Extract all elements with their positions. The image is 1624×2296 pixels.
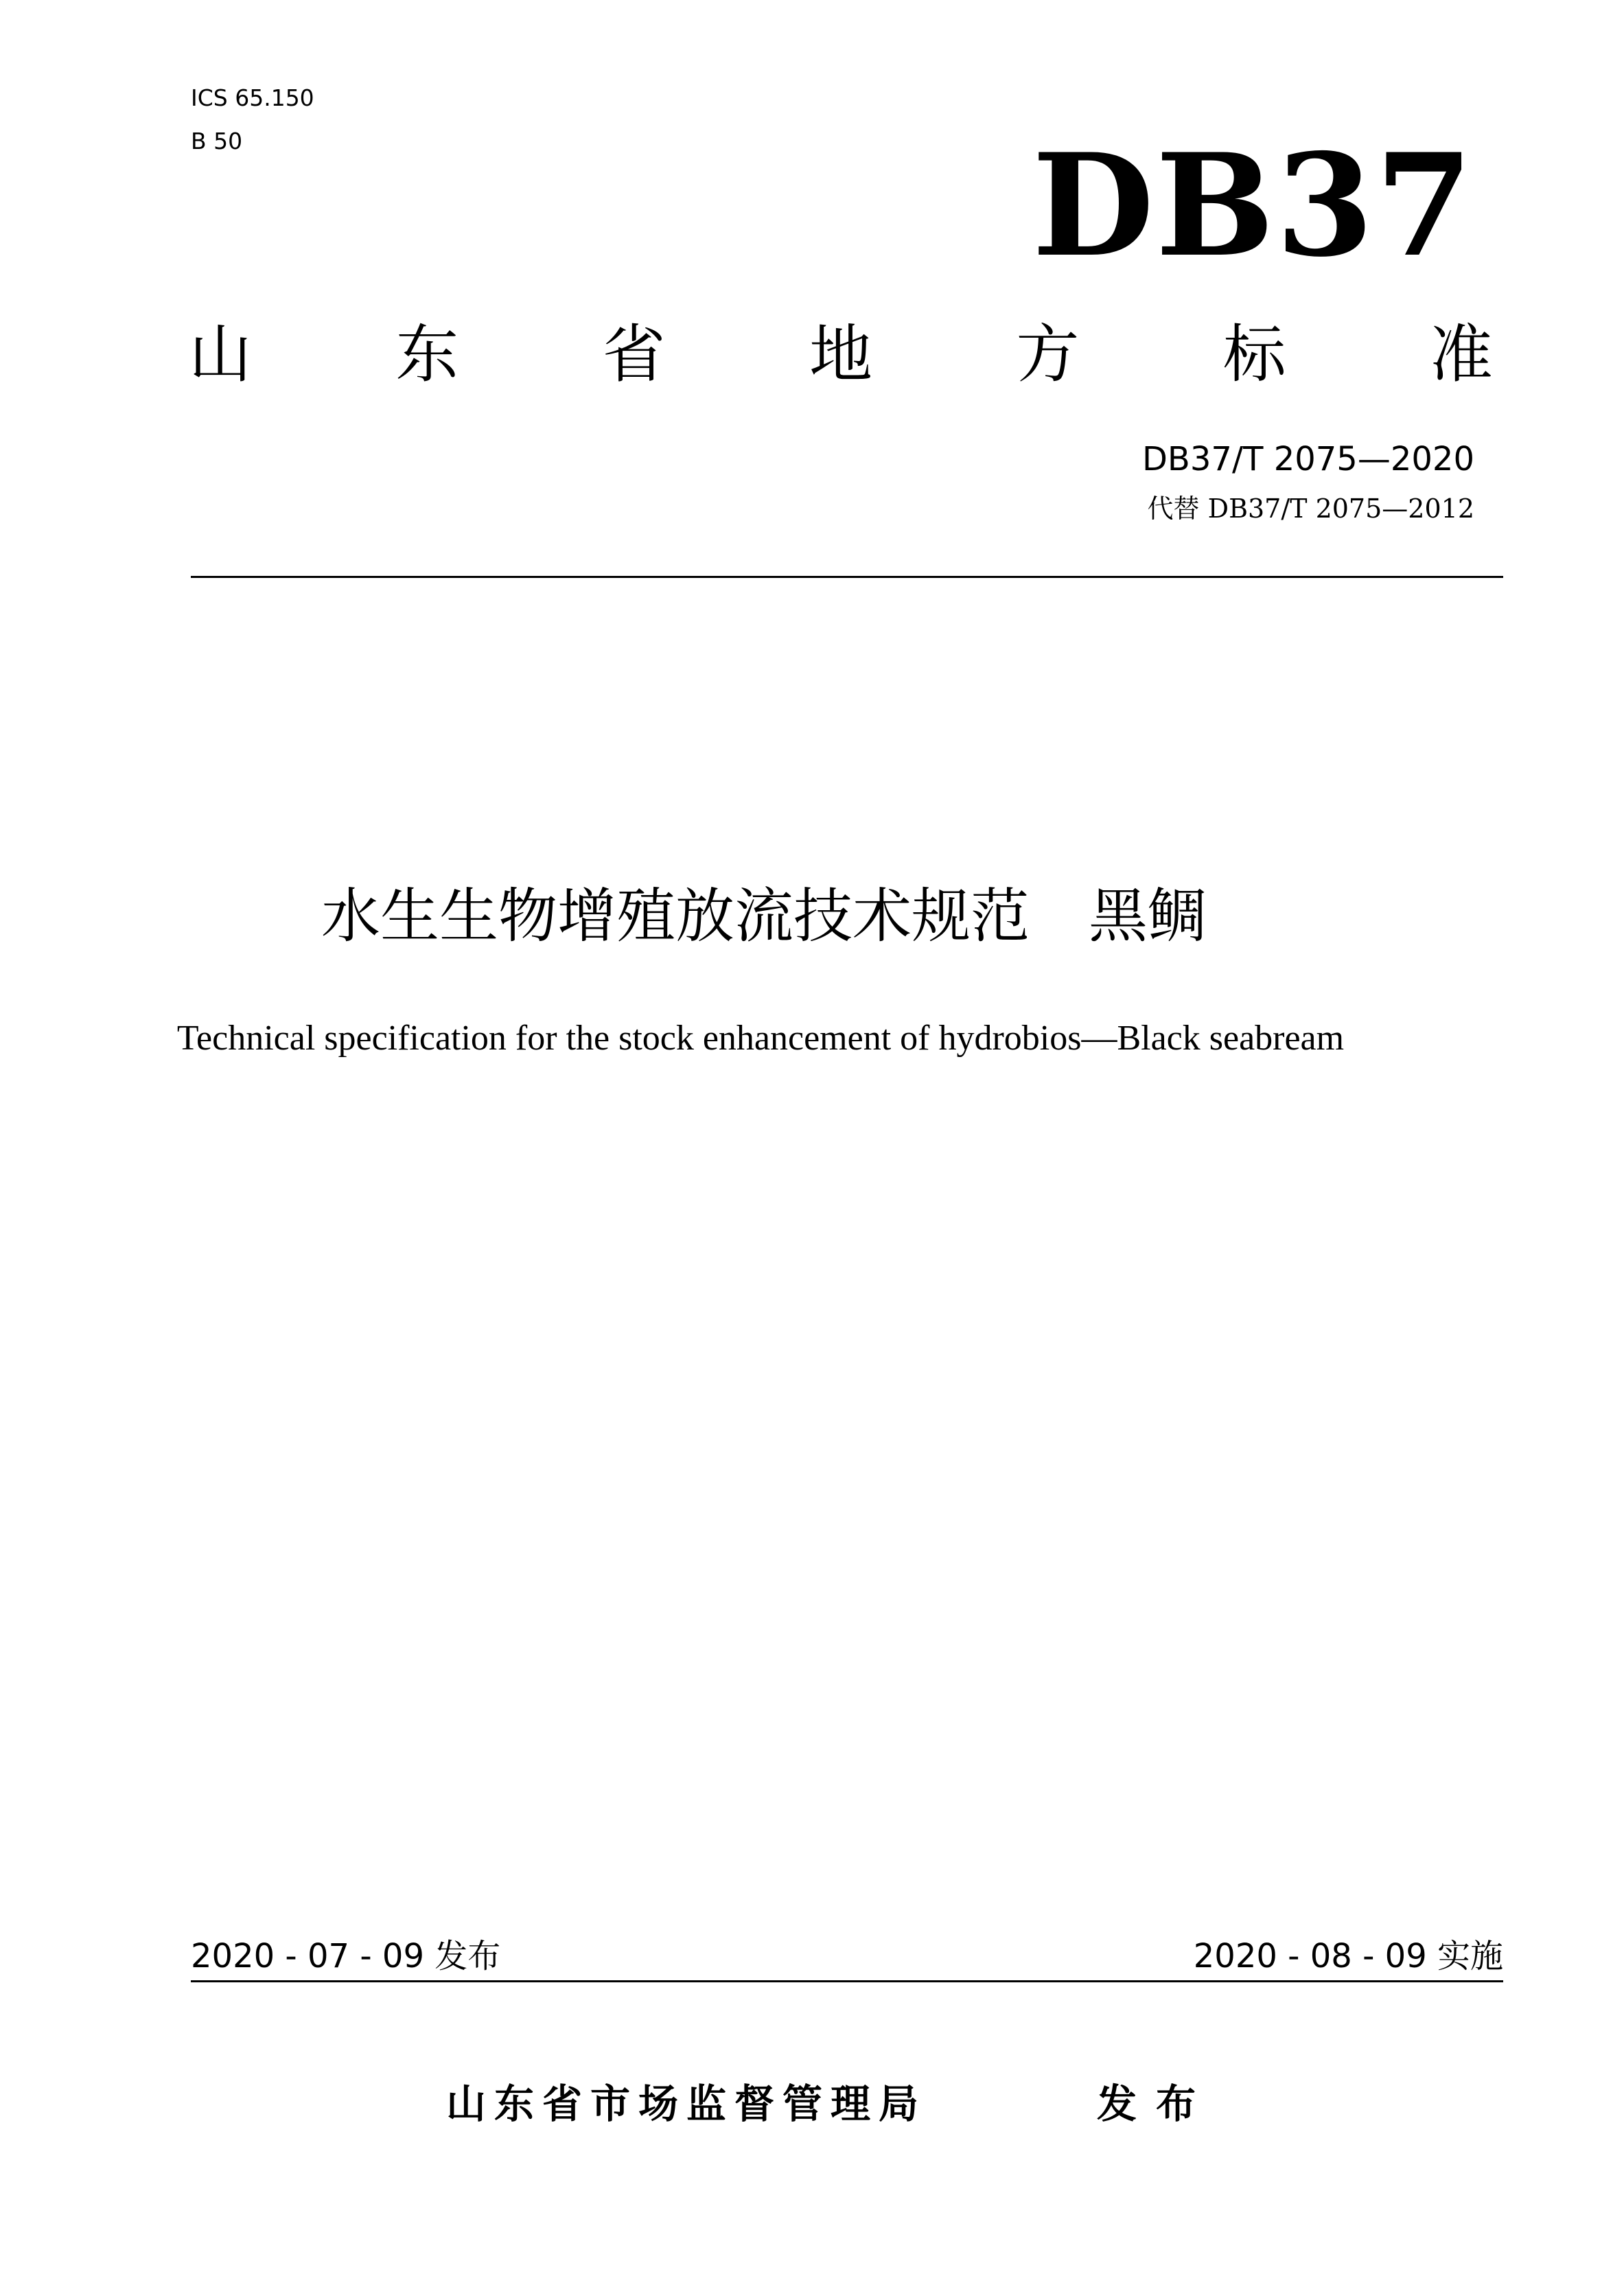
standard-type-char: 准 <box>1429 318 1493 391</box>
top-divider <box>191 576 1503 578</box>
standard-type-char: 地 <box>809 318 872 391</box>
issue-date: 2020 - 07 - 09 发布 <box>191 1937 501 1975</box>
standard-number: DB37/T 2075—2020 <box>1141 440 1474 478</box>
standard-type-char: 山 <box>189 318 253 391</box>
standard-type-char: 东 <box>395 318 459 391</box>
bottom-divider <box>191 1980 1503 1982</box>
implementation-date: 2020 - 08 - 09 实施 <box>1193 1937 1503 1975</box>
title-english: Technical specification for the stock enhancement of hydrobios—Black seabream <box>176 1019 1345 1058</box>
standard-type-heading <box>189 317 1493 393</box>
issuing-authority: 山东省市场监督管理局 <box>446 2080 927 2127</box>
standard-type-char: 省 <box>602 318 666 391</box>
title-chinese: 水生生物增殖放流技术规范 黑鲷 <box>321 882 1207 951</box>
standard-type-char: 方 <box>1016 318 1080 391</box>
ics-code: ICS 65.150 <box>191 84 314 111</box>
issued-label: 发布 <box>1097 2080 1216 2127</box>
replaces-standard: 代替 DB37/T 2075—2012 <box>1147 494 1474 524</box>
ccs-code: B 50 <box>191 128 243 154</box>
standard-type-char: 标 <box>1222 318 1286 391</box>
standard-logo: DB37 <box>1032 124 1474 288</box>
